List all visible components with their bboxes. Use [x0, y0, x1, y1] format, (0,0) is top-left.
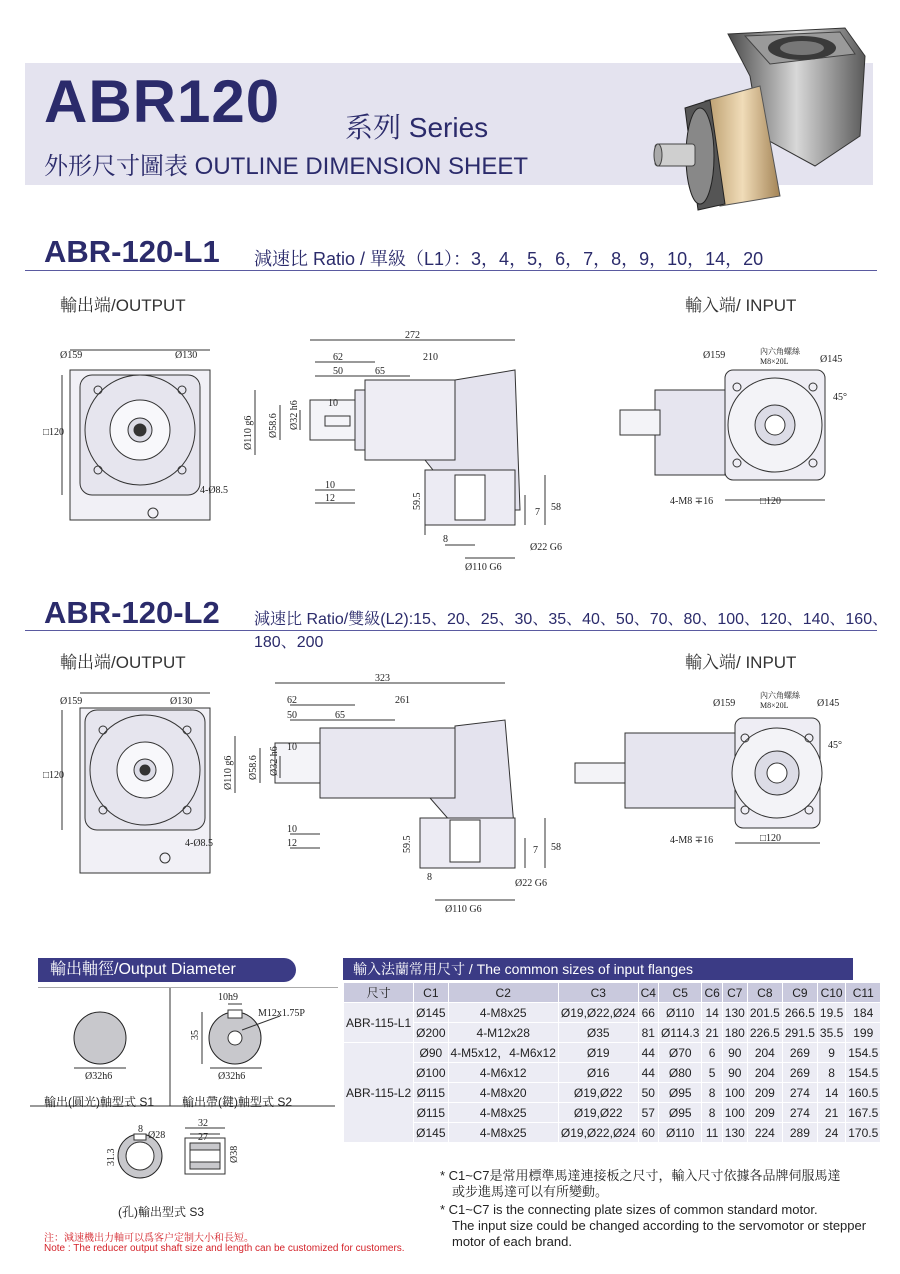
- th-c5: C5: [658, 983, 701, 1003]
- table-cell: 21: [817, 1103, 845, 1123]
- table-cell: 201.5: [747, 1003, 782, 1023]
- table-cell: 44: [638, 1043, 658, 1063]
- l2-dim-12: 12: [287, 838, 297, 849]
- table-row: [344, 1103, 881, 1123]
- s2-height: 35: [190, 1030, 201, 1040]
- s3-32: 32: [198, 1118, 208, 1129]
- l2-dim-d58: Ø58.6: [248, 755, 259, 780]
- table-cell: 204: [747, 1063, 782, 1083]
- l2-in-d159: Ø159: [713, 698, 736, 709]
- note-en-1: * C1~C7 is the connecting plate sizes of common standard motor.: [440, 1202, 818, 1217]
- l2-dim-d110: Ø110 g6: [223, 755, 234, 790]
- table-cell: 90: [722, 1043, 747, 1063]
- table-cell: 204: [747, 1043, 782, 1063]
- l2-in-screw2: M8×20L: [760, 701, 789, 710]
- l1-dim-d159: Ø159: [60, 350, 83, 361]
- table-cell: 9: [817, 1043, 845, 1063]
- l2-in-45: 45°: [828, 740, 842, 751]
- table-cell: 8: [702, 1103, 722, 1123]
- l2-dim-323: 323: [375, 673, 390, 684]
- table-cell: Ø145: [414, 1123, 448, 1143]
- s3-label: (孔)輸出型式 S3: [118, 1205, 205, 1219]
- table-row: [344, 1003, 881, 1023]
- table-cell: 21: [702, 1023, 722, 1043]
- s1-dim: Ø32h6: [85, 1071, 113, 1082]
- l1-dim-210: 210: [423, 352, 438, 363]
- table-cell: Ø19,Ø22,Ø24: [558, 1123, 638, 1143]
- table-cell: 4-M5x12，4-M6x12: [448, 1043, 558, 1063]
- s2-dim: Ø32h6: [218, 1071, 246, 1082]
- flange-table-title: 輸入法蘭常用尺寸 / The common sizes of input flanges: [343, 958, 853, 980]
- table-cell: 57: [638, 1103, 658, 1123]
- table-cell: 66: [638, 1003, 658, 1023]
- table-row: [344, 1063, 881, 1083]
- l2-in-m8: 4-M8 ∓16: [670, 835, 714, 846]
- l2-dim-59: 59.5: [402, 835, 413, 853]
- l2-in-sq120: □120: [760, 833, 782, 844]
- table-cell: 274: [782, 1103, 817, 1123]
- s2-thread: M12x1.75P: [258, 1008, 305, 1019]
- table-cell: Ø115: [414, 1103, 448, 1123]
- table-cell: 184: [846, 1003, 881, 1023]
- l1-dim-62: 62: [333, 352, 343, 363]
- l2-dim-d32: Ø32 h6: [269, 746, 280, 776]
- note-cn-2: 或步進馬達可以有所變動。: [452, 1184, 609, 1199]
- l2-dim-sq120: □120: [43, 770, 65, 781]
- l2-dim-50: 50: [287, 710, 297, 721]
- table-cell: 50: [638, 1083, 658, 1103]
- section-l2-input-label: 輸入端/ INPUT: [685, 653, 797, 672]
- table-cell: 274: [782, 1083, 817, 1103]
- l1-dim-d110b: Ø110 G6: [465, 562, 502, 573]
- table-cell: Ø90: [414, 1043, 448, 1063]
- th-c1: C1: [414, 983, 448, 1003]
- section-l1-output-label: 輸出端/OUTPUT: [60, 296, 186, 315]
- table-cell: 19.5: [817, 1003, 845, 1023]
- l2-drawing: [25, 668, 877, 918]
- note-en-3: motor of each brand.: [452, 1234, 572, 1249]
- th-size: 尺寸: [344, 983, 414, 1003]
- table-cell: 154.5: [846, 1043, 881, 1063]
- section-l2-title: ABR-120-L2: [44, 595, 220, 630]
- flange-table-body: [344, 1003, 881, 1143]
- table-row: [344, 1023, 881, 1043]
- table-cell: 209: [747, 1103, 782, 1123]
- th-c6: C6: [702, 983, 722, 1003]
- l1-in-d145: Ø145: [820, 354, 843, 365]
- table-cell: 180: [722, 1023, 747, 1043]
- model-title: ABR120: [44, 68, 281, 135]
- section-l1-ratio: 減速比 Ratio / 單級（L1）：3，4，5，6，7，8，9，10，14，20: [254, 249, 764, 269]
- table-cell: 160.5: [846, 1083, 881, 1103]
- th-c4: C4: [638, 983, 658, 1003]
- table-cell: 269: [782, 1043, 817, 1063]
- table-cell: 199: [846, 1023, 881, 1043]
- s3-d38: Ø38: [229, 1145, 240, 1163]
- table-cell: 291.5: [782, 1023, 817, 1043]
- l1-dim-d22: Ø22 G6: [530, 542, 562, 553]
- l2-dim-65: 65: [335, 710, 345, 721]
- l2-dim-7: 7: [533, 845, 538, 856]
- l1-dim-8: 8: [443, 534, 448, 545]
- l1-drawing: [25, 310, 877, 580]
- l2-dim-d130: Ø130: [170, 696, 193, 707]
- l1-in-45: 45°: [833, 392, 847, 403]
- l2-dim-10b: 10: [287, 824, 297, 835]
- l1-dim-7: 7: [535, 507, 540, 518]
- table-cell: 226.5: [747, 1023, 782, 1043]
- table-cell: 100: [722, 1083, 747, 1103]
- l1-dim-sq120: □120: [43, 427, 65, 438]
- l1-in-screw2: M8×20L: [760, 357, 789, 366]
- table-row: [344, 1083, 881, 1103]
- table-group-name: ABR-115-L2: [344, 1043, 414, 1143]
- table-cell: 269: [782, 1063, 817, 1083]
- th-c9: C9: [782, 983, 817, 1003]
- table-cell: Ø19,Ø22,Ø24: [558, 1003, 638, 1023]
- table-cell: Ø19,Ø22: [558, 1083, 638, 1103]
- table-cell: Ø115: [414, 1083, 448, 1103]
- s3-key: 8: [138, 1124, 143, 1135]
- table-cell: 6: [702, 1043, 722, 1063]
- note-en-2: The input size could be changed according to the servomotor or stepper: [452, 1218, 867, 1233]
- table-cell: 8: [817, 1063, 845, 1083]
- table-cell: 167.5: [846, 1103, 881, 1123]
- output-diameter-title: 輸出軸徑/Output Diameter: [38, 958, 296, 982]
- s3-d28: Ø28: [148, 1130, 166, 1141]
- sheet-subtitle: 外形尺寸圖表 OUTLINE DIMENSION SHEET: [44, 153, 529, 180]
- table-cell: Ø95: [658, 1103, 701, 1123]
- table-cell: 60: [638, 1123, 658, 1143]
- table-cell: 81: [638, 1023, 658, 1043]
- note-red-en: Note : The reducer output shaft size and length can be customized for customers.: [44, 1243, 405, 1254]
- l1-dim-50: 50: [333, 366, 343, 377]
- table-cell: 130: [722, 1003, 747, 1023]
- l1-dim-10: 10: [328, 398, 338, 409]
- s3-h: 31.3: [106, 1148, 117, 1166]
- table-cell: 5: [702, 1063, 722, 1083]
- table-cell: Ø145: [414, 1003, 448, 1023]
- table-cell: 170.5: [846, 1123, 881, 1143]
- table-cell: Ø110: [658, 1003, 701, 1023]
- table-cell: Ø95: [658, 1083, 701, 1103]
- l2-dim-d22: Ø22 G6: [515, 878, 547, 889]
- l1-dim-d32: Ø32 h6: [289, 400, 300, 430]
- l2-dim-62: 62: [287, 695, 297, 706]
- table-cell: 11: [702, 1123, 722, 1143]
- table-cell: Ø19: [558, 1043, 638, 1063]
- s1-label: 輸出(圓光)軸型式 S1: [44, 1095, 155, 1109]
- table-cell: 100: [722, 1103, 747, 1123]
- l1-in-m8: 4-M8 ∓16: [670, 496, 714, 507]
- th-c2: C2: [448, 983, 558, 1003]
- table-group-name: ABR-115-L1: [344, 1003, 414, 1043]
- table-cell: Ø110: [658, 1123, 701, 1143]
- section-l1-title: ABR-120-L1: [44, 234, 220, 269]
- table-cell: Ø114.3: [658, 1023, 701, 1043]
- l1-dim-59: 59.5: [412, 492, 423, 510]
- table-cell: 35.5: [817, 1023, 845, 1043]
- section-l1-input-label: 輸入端/ INPUT: [685, 296, 797, 315]
- table-cell: Ø16: [558, 1063, 638, 1083]
- l1-dim-d58: Ø58.6: [268, 413, 279, 438]
- l1-in-sq120: □120: [760, 496, 782, 507]
- table-cell: 4-M8x25: [448, 1103, 558, 1123]
- th-c10: C10: [817, 983, 845, 1003]
- table-cell: Ø70: [658, 1043, 701, 1063]
- l1-in-screw1: 內六角螺絲: [760, 347, 800, 356]
- th-c11: C11: [846, 983, 881, 1003]
- flange-table-header-row: [344, 983, 881, 1003]
- l2-in-d145: Ø145: [817, 698, 840, 709]
- table-cell: 14: [817, 1083, 845, 1103]
- table-cell: 4-M8x20: [448, 1083, 558, 1103]
- l1-dim-d130: Ø130: [175, 350, 198, 361]
- table-cell: Ø100: [414, 1063, 448, 1083]
- table-cell: 4-M8x25: [448, 1123, 558, 1143]
- table-cell: 209: [747, 1083, 782, 1103]
- l1-dim-hole: 4-Ø8.5: [200, 485, 229, 496]
- s2-top: 10h9: [218, 992, 238, 1003]
- table-row: [344, 1043, 881, 1063]
- flange-table: [343, 982, 881, 1143]
- table-cell: 90: [722, 1063, 747, 1083]
- l1-dim-10b: 10: [325, 480, 335, 491]
- s2-label: 輸出帶(鍵)軸型式 S2: [182, 1095, 293, 1109]
- table-cell: 154.5: [846, 1063, 881, 1083]
- section-l2-rule: [25, 630, 877, 631]
- table-cell: 266.5: [782, 1003, 817, 1023]
- series-label: 系列 Series: [345, 112, 489, 143]
- l2-dim-8: 8: [427, 872, 432, 883]
- l1-dim-65: 65: [375, 366, 385, 377]
- section-l2-ratio: 減速比 Ratio/雙級(L2):15、20、25、30、35、40、50、70、80、100、120、140、160、180、200: [254, 611, 889, 651]
- note-cn-1: * C1~C7是常用標準馬達連接板之尺寸，輸入尺寸依據各品牌伺服馬達: [440, 1168, 841, 1183]
- l2-dim-d159: Ø159: [60, 696, 83, 707]
- l1-dim-58: 58: [551, 502, 561, 513]
- table-cell: 8: [702, 1083, 722, 1103]
- gearbox-product-image: [650, 16, 875, 216]
- l2-dim-hole: 4-Ø8.5: [185, 838, 214, 849]
- l2-dim-58: 58: [551, 842, 561, 853]
- table-cell: 130: [722, 1123, 747, 1143]
- th-c3: C3: [558, 983, 638, 1003]
- table-cell: 14: [702, 1003, 722, 1023]
- l2-dim-d110b: Ø110 G6: [445, 904, 482, 915]
- th-c8: C8: [747, 983, 782, 1003]
- table-cell: 289: [782, 1123, 817, 1143]
- table-cell: Ø80: [658, 1063, 701, 1083]
- l1-dim-272: 272: [405, 330, 420, 341]
- table-cell: Ø19,Ø22: [558, 1103, 638, 1123]
- l2-dim-261: 261: [395, 695, 410, 706]
- table-cell: Ø200: [414, 1023, 448, 1043]
- table-cell: Ø35: [558, 1023, 638, 1043]
- l1-in-d159: Ø159: [703, 350, 726, 361]
- table-cell: 4-M6x12: [448, 1063, 558, 1083]
- l1-dim-12: 12: [325, 493, 335, 504]
- l2-dim-10: 10: [287, 742, 297, 753]
- section-l2-output-label: 輸出端/OUTPUT: [60, 653, 186, 672]
- table-cell: 4-M12x28: [448, 1023, 558, 1043]
- l1-dim-d110: Ø110 g6: [243, 415, 254, 450]
- note-red-cn: 注：減速機出力軸可以爲客户定制大小和長短。: [44, 1233, 254, 1244]
- section-l1-rule: [25, 270, 877, 271]
- table-cell: 224: [747, 1123, 782, 1143]
- s3-27: 27: [198, 1132, 208, 1143]
- table-cell: 44: [638, 1063, 658, 1083]
- table-cell: 24: [817, 1123, 845, 1143]
- table-cell: 4-M8x25: [448, 1003, 558, 1023]
- table-row: [344, 1123, 881, 1143]
- l2-in-screw1: 內六角螺絲: [760, 691, 800, 700]
- th-c7: C7: [722, 983, 747, 1003]
